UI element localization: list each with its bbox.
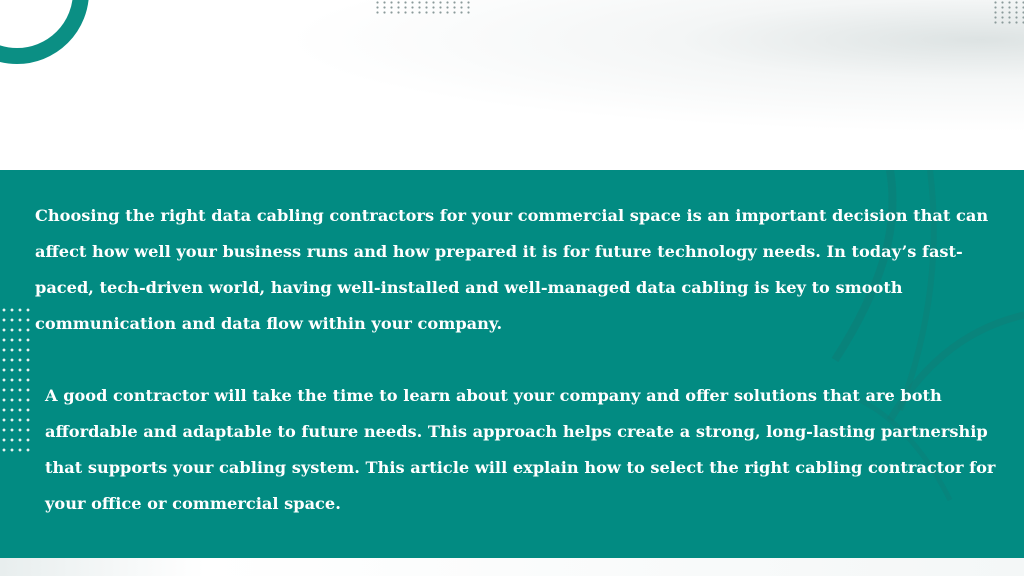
dot-grid-top-right-icon bbox=[992, 0, 1024, 24]
second-paragraph: A good contractor will take the time to learn about your company and offer solutions that are both affordable and adaptable to future needs. This approach helps create a strong, long-lasting partnership that supports your cabling system. This article will explain how to select the right cabling contractor for your office or commercial space. bbox=[45, 386, 996, 513]
footer-strip bbox=[0, 558, 1024, 576]
dot-grid-top-icon bbox=[374, 0, 474, 14]
dot-grid-left-icon bbox=[0, 305, 32, 455]
intro-paragraph: Choosing the right data cabling contractors for your commercial space is an important decision that can affect how well your business runs and how prepared it is for future technology needs. In today’s fast-paced, tech-driven world, having well-installed and well-managed data cabling is key to smooth communication and data flow within your company. bbox=[35, 206, 989, 333]
decorative-ring-icon bbox=[0, 0, 89, 64]
content-band bbox=[0, 170, 1024, 558]
header-area bbox=[0, 0, 1024, 170]
